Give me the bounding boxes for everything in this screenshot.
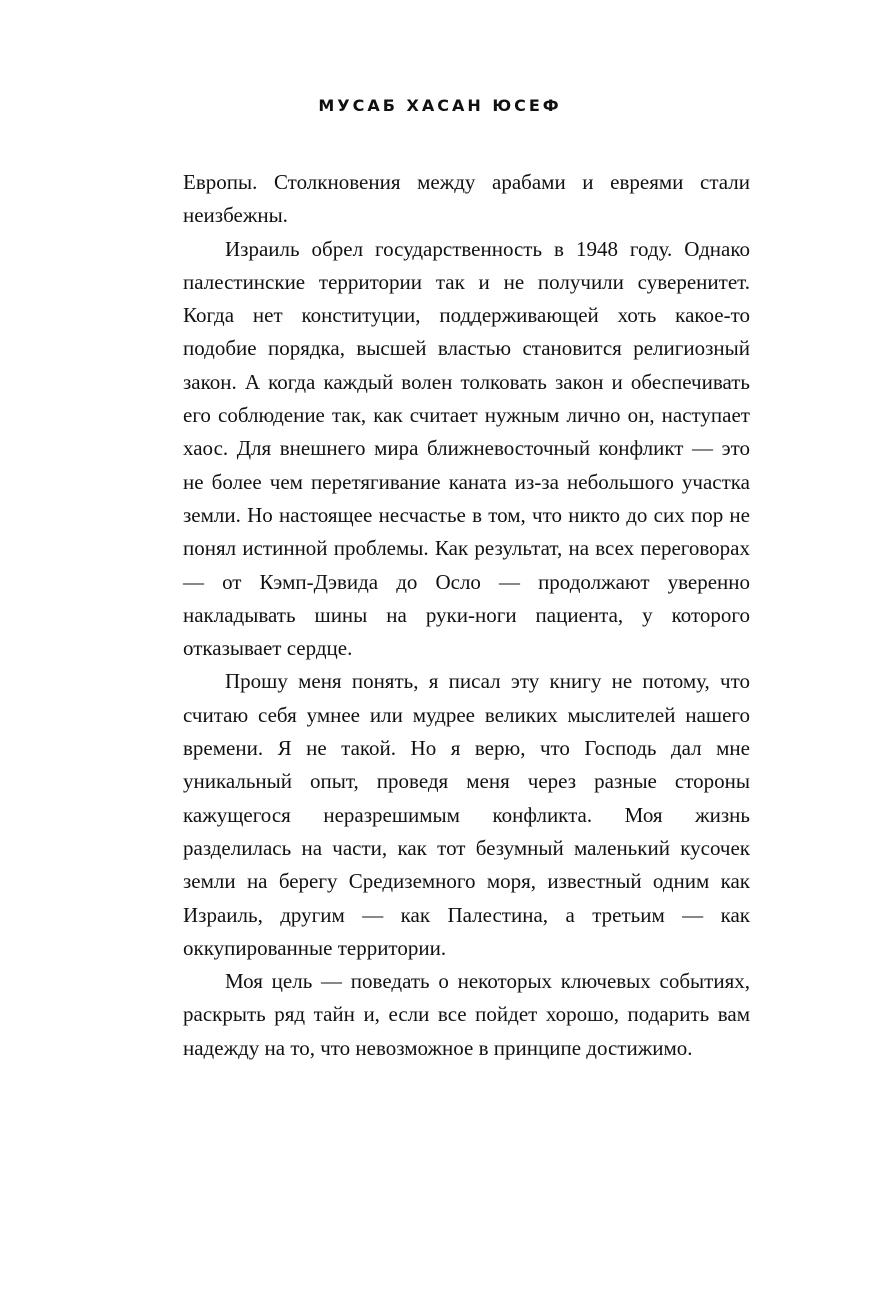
running-head-author: МУСАБ ХАСАН ЮСЕФ xyxy=(318,96,562,115)
paragraph-4: Моя цель — поведать о некоторых ключевых событиях, раскрыть ряд тайн и, если все пойдет хорошо, подарить вам надежду на то, что невозможное в принципе достижимо. xyxy=(183,969,750,1060)
paragraph-2: Израиль обрел государственность в 1948 году. Однако палестинские территории так и не получили суверенитет. Когда нет конституции, поддерживающей хоть какое-то подобие порядка, высшей властью становится религиозный закон. А когда каждый волен толковать закон и обеспечивать его соблюдение так, как считает нужным лично он, наступает хаос. Для внешнего мира ближневосточный конфликт — это не более чем перетягивание каната из-за небольшого участка земли. Но настоящее несчастье в том, что никто до сих пор не понял истинной проблемы. Как результат, на всех переговорах — от Кэмп-Дэвида до Осло — продолжают уверенно накладывать шины на руки-ноги пациента, у которого отказывает сердце. xyxy=(183,236,750,661)
body-text xyxy=(183,166,750,1065)
paragraph-1: Европы. Столкновения между арабами и евреями стали неизбежны. xyxy=(183,170,750,228)
paragraph-3: Прошу меня понять, я писал эту книгу не потому, что считаю себя умнее или мудрее великих мыслителей нашего времени. Я не такой. Но я верю, что Господь дал мне уникальный опыт, проведя меня через разные стороны кажущегося неразрешимым конфликта. Моя жизнь разделилась на части, как тот безумный маленький кусочек земли на берегу Средиземного моря, известный одним как Израиль, другим — как Палестина, а третьим — как оккупированные территории. xyxy=(183,669,750,960)
